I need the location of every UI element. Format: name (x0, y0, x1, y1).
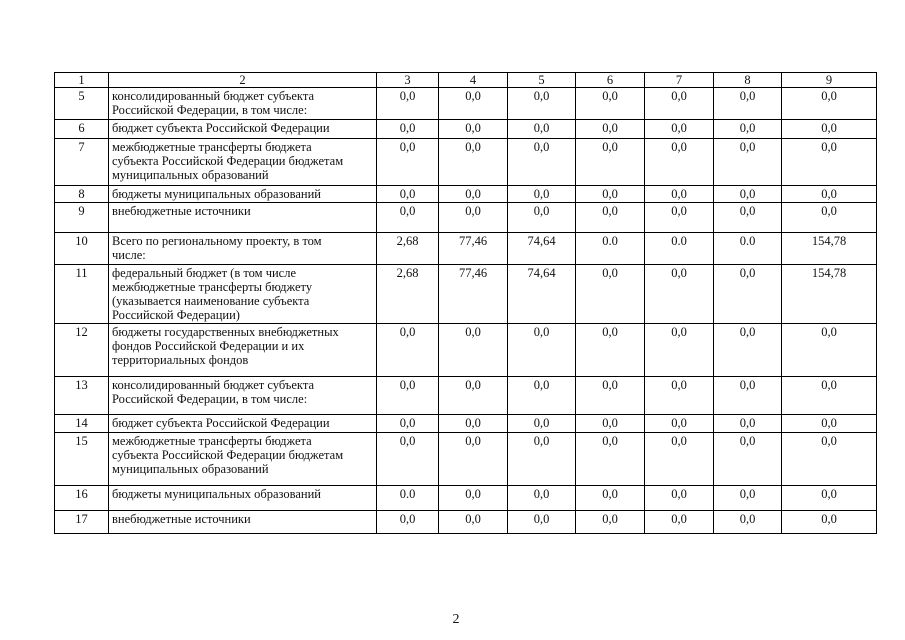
description-line: консолидированный бюджет субъекта (112, 378, 314, 392)
row-number-cell: 9 (55, 203, 109, 233)
page-number: 2 (452, 612, 460, 627)
value-cell-col-9: 0,0 (782, 511, 877, 534)
value-cell-col-5: 0,0 (508, 203, 576, 233)
value-cell-col-6: 0,0 (576, 265, 645, 324)
value-cell-col-3: 0,0 (377, 433, 439, 486)
value-cell-col-4: 0,0 (439, 511, 508, 534)
row-number-cell: 16 (55, 486, 109, 511)
table-row (55, 324, 877, 377)
value-cell-col-4: 0,0 (439, 324, 508, 377)
value-cell-col-7: 0,0 (645, 415, 714, 433)
value-cell-col-7: 0,0 (645, 511, 714, 534)
description-cell (109, 139, 377, 186)
value-cell-col-5: 74,64 (508, 265, 576, 324)
table-row (55, 415, 877, 433)
row-number-cell: 15 (55, 433, 109, 486)
description-line: внебюджетные источники (112, 512, 251, 526)
value-cell-col-4: 0,0 (439, 186, 508, 203)
value-cell-col-9: 154,78 (782, 265, 877, 324)
value-cell-col-9: 0,0 (782, 186, 877, 203)
header-cell-7: 7 (645, 73, 714, 88)
value-cell-col-4: 77,46 (439, 265, 508, 324)
header-cell-8: 8 (714, 73, 782, 88)
description-line: внебюджетные источники (112, 204, 251, 218)
value-cell-col-8: 0,0 (714, 486, 782, 511)
description-cell (109, 377, 377, 415)
value-cell-col-4: 0,0 (439, 486, 508, 511)
value-cell-col-7: 0,0 (645, 433, 714, 486)
description-cell (109, 415, 377, 433)
value-cell-col-3: 2,68 (377, 233, 439, 265)
value-cell-col-5: 0,0 (508, 186, 576, 203)
value-cell-col-5: 0,0 (508, 139, 576, 186)
value-cell-col-7: 0,0 (645, 186, 714, 203)
value-cell-col-3: 0,0 (377, 186, 439, 203)
table-row (55, 186, 877, 203)
value-cell-col-6: 0.0 (576, 233, 645, 265)
value-cell-col-8: 0,0 (714, 324, 782, 377)
value-cell-col-9: 0,0 (782, 203, 877, 233)
description-line: числе: (112, 248, 146, 262)
description-line: Всего по региональному проекту, в том (112, 234, 322, 248)
budget-table (54, 72, 877, 534)
value-cell-col-9: 154,78 (782, 233, 877, 265)
value-cell-col-8: 0,0 (714, 203, 782, 233)
description-cell (109, 88, 377, 120)
value-cell-col-4: 0,0 (439, 415, 508, 433)
value-cell-col-8: 0,0 (714, 415, 782, 433)
value-cell-col-6: 0,0 (576, 139, 645, 186)
value-cell-col-3: 0,0 (377, 120, 439, 139)
value-cell-col-4: 0,0 (439, 88, 508, 120)
value-cell-col-8: 0,0 (714, 186, 782, 203)
value-cell-col-3: 0.0 (377, 486, 439, 511)
value-cell-col-9: 0,0 (782, 88, 877, 120)
value-cell-col-6: 0,0 (576, 120, 645, 139)
description-line: фондов Российской Федерации и их (112, 339, 305, 353)
row-number-cell: 5 (55, 88, 109, 120)
value-cell-col-3: 0,0 (377, 377, 439, 415)
value-cell-col-5: 0,0 (508, 415, 576, 433)
table-header-row (55, 73, 877, 88)
value-cell-col-4: 0,0 (439, 433, 508, 486)
value-cell-col-9: 0,0 (782, 324, 877, 377)
row-number-cell: 12 (55, 324, 109, 377)
header-cell-5: 5 (508, 73, 576, 88)
value-cell-col-6: 0,0 (576, 415, 645, 433)
description-line: территориальных фондов (112, 353, 249, 367)
value-cell-col-3: 0,0 (377, 88, 439, 120)
description-line: бюджеты муниципальных образований (112, 487, 321, 501)
description-cell (109, 233, 377, 265)
value-cell-col-6: 0,0 (576, 203, 645, 233)
description-line: межбюджетные трансферты бюджета (112, 140, 312, 154)
description-cell (109, 186, 377, 203)
row-number-cell: 17 (55, 511, 109, 534)
value-cell-col-8: 0,0 (714, 511, 782, 534)
value-cell-col-5: 0,0 (508, 377, 576, 415)
header-cell-2: 2 (109, 73, 377, 88)
description-cell (109, 433, 377, 486)
value-cell-col-6: 0,0 (576, 511, 645, 534)
value-cell-col-3: 0,0 (377, 203, 439, 233)
header-cell-6: 6 (576, 73, 645, 88)
value-cell-col-9: 0,0 (782, 433, 877, 486)
value-cell-col-9: 0,0 (782, 377, 877, 415)
table-body (55, 73, 877, 534)
value-cell-col-6: 0,0 (576, 186, 645, 203)
header-cell-3: 3 (377, 73, 439, 88)
value-cell-col-6: 0,0 (576, 377, 645, 415)
row-number-cell: 7 (55, 139, 109, 186)
value-cell-col-5: 0,0 (508, 433, 576, 486)
description-line: муниципальных образований (112, 462, 269, 476)
value-cell-col-3: 0,0 (377, 415, 439, 433)
description-line: бюджеты муниципальных образований (112, 187, 321, 201)
value-cell-col-9: 0,0 (782, 139, 877, 186)
value-cell-col-9: 0,0 (782, 415, 877, 433)
value-cell-col-8: 0,0 (714, 88, 782, 120)
description-cell (109, 486, 377, 511)
value-cell-col-5: 0,0 (508, 120, 576, 139)
description-line: субъекта Российской Федерации бюджетам (112, 154, 344, 168)
value-cell-col-8: 0,0 (714, 265, 782, 324)
description-cell (109, 265, 377, 324)
header-cell-4: 4 (439, 73, 508, 88)
header-cell-1: 1 (55, 73, 109, 88)
value-cell-col-6: 0,0 (576, 88, 645, 120)
table-row (55, 486, 877, 511)
value-cell-col-5: 0,0 (508, 88, 576, 120)
table-row (55, 88, 877, 120)
value-cell-col-4: 0,0 (439, 120, 508, 139)
value-cell-col-8: 0.0 (714, 233, 782, 265)
description-line: (указывается наименование субъекта (112, 294, 310, 308)
row-number-cell: 13 (55, 377, 109, 415)
description-line: Российской Федерации, в том числе: (112, 392, 308, 406)
value-cell-col-4: 77,46 (439, 233, 508, 265)
description-line: муниципальных образований (112, 168, 269, 182)
description-cell (109, 511, 377, 534)
value-cell-col-9: 0,0 (782, 120, 877, 139)
value-cell-col-8: 0,0 (714, 377, 782, 415)
value-cell-col-7: 0,0 (645, 324, 714, 377)
description-line: федеральный бюджет (в том числе (112, 266, 297, 280)
value-cell-col-8: 0,0 (714, 120, 782, 139)
description-line: межбюджетные трансферты бюджета (112, 434, 312, 448)
value-cell-col-9: 0,0 (782, 486, 877, 511)
value-cell-col-7: 0,0 (645, 377, 714, 415)
description-cell (109, 120, 377, 139)
description-line: бюджеты государственных внебюджетных (112, 325, 339, 339)
description-line: бюджет субъекта Российской Федерации (112, 121, 330, 135)
value-cell-col-7: 0,0 (645, 203, 714, 233)
value-cell-col-8: 0,0 (714, 139, 782, 186)
value-cell-col-6: 0,0 (576, 433, 645, 486)
table-row (55, 120, 877, 139)
description-cell (109, 203, 377, 233)
table-row (55, 377, 877, 415)
value-cell-col-4: 0,0 (439, 139, 508, 186)
description-line: Российской Федерации, в том числе: (112, 103, 308, 117)
value-cell-col-5: 0,0 (508, 324, 576, 377)
description-line: межбюджетные трансферты бюджету (112, 280, 313, 294)
table-row (55, 203, 877, 233)
row-number-cell: 8 (55, 186, 109, 203)
value-cell-col-4: 0,0 (439, 203, 508, 233)
value-cell-col-8: 0,0 (714, 433, 782, 486)
row-number-cell: 11 (55, 265, 109, 324)
description-line: консолидированный бюджет субъекта (112, 89, 314, 103)
header-cell-9: 9 (782, 73, 877, 88)
description-cell (109, 324, 377, 377)
table-row (55, 233, 877, 265)
value-cell-col-6: 0,0 (576, 324, 645, 377)
table-row (55, 433, 877, 486)
value-cell-col-6: 0,0 (576, 486, 645, 511)
value-cell-col-5: 0,0 (508, 486, 576, 511)
value-cell-col-5: 74,64 (508, 233, 576, 265)
value-cell-col-7: 0,0 (645, 139, 714, 186)
table-row (55, 511, 877, 534)
value-cell-col-7: 0,0 (645, 88, 714, 120)
value-cell-col-7: 0,0 (645, 265, 714, 324)
value-cell-col-3: 0,0 (377, 324, 439, 377)
value-cell-col-7: 0,0 (645, 120, 714, 139)
table-row (55, 139, 877, 186)
row-number-cell: 6 (55, 120, 109, 139)
value-cell-col-5: 0,0 (508, 511, 576, 534)
description-line: бюджет субъекта Российской Федерации (112, 416, 330, 430)
value-cell-col-4: 0,0 (439, 377, 508, 415)
row-number-cell: 14 (55, 415, 109, 433)
description-line: субъекта Российской Федерации бюджетам (112, 448, 344, 462)
description-line: Российской Федерации) (112, 308, 240, 322)
value-cell-col-3: 0,0 (377, 511, 439, 534)
value-cell-col-7: 0,0 (645, 486, 714, 511)
value-cell-col-3: 2,68 (377, 265, 439, 324)
value-cell-col-3: 0,0 (377, 139, 439, 186)
row-number-cell: 10 (55, 233, 109, 265)
table-row (55, 265, 877, 324)
value-cell-col-7: 0.0 (645, 233, 714, 265)
